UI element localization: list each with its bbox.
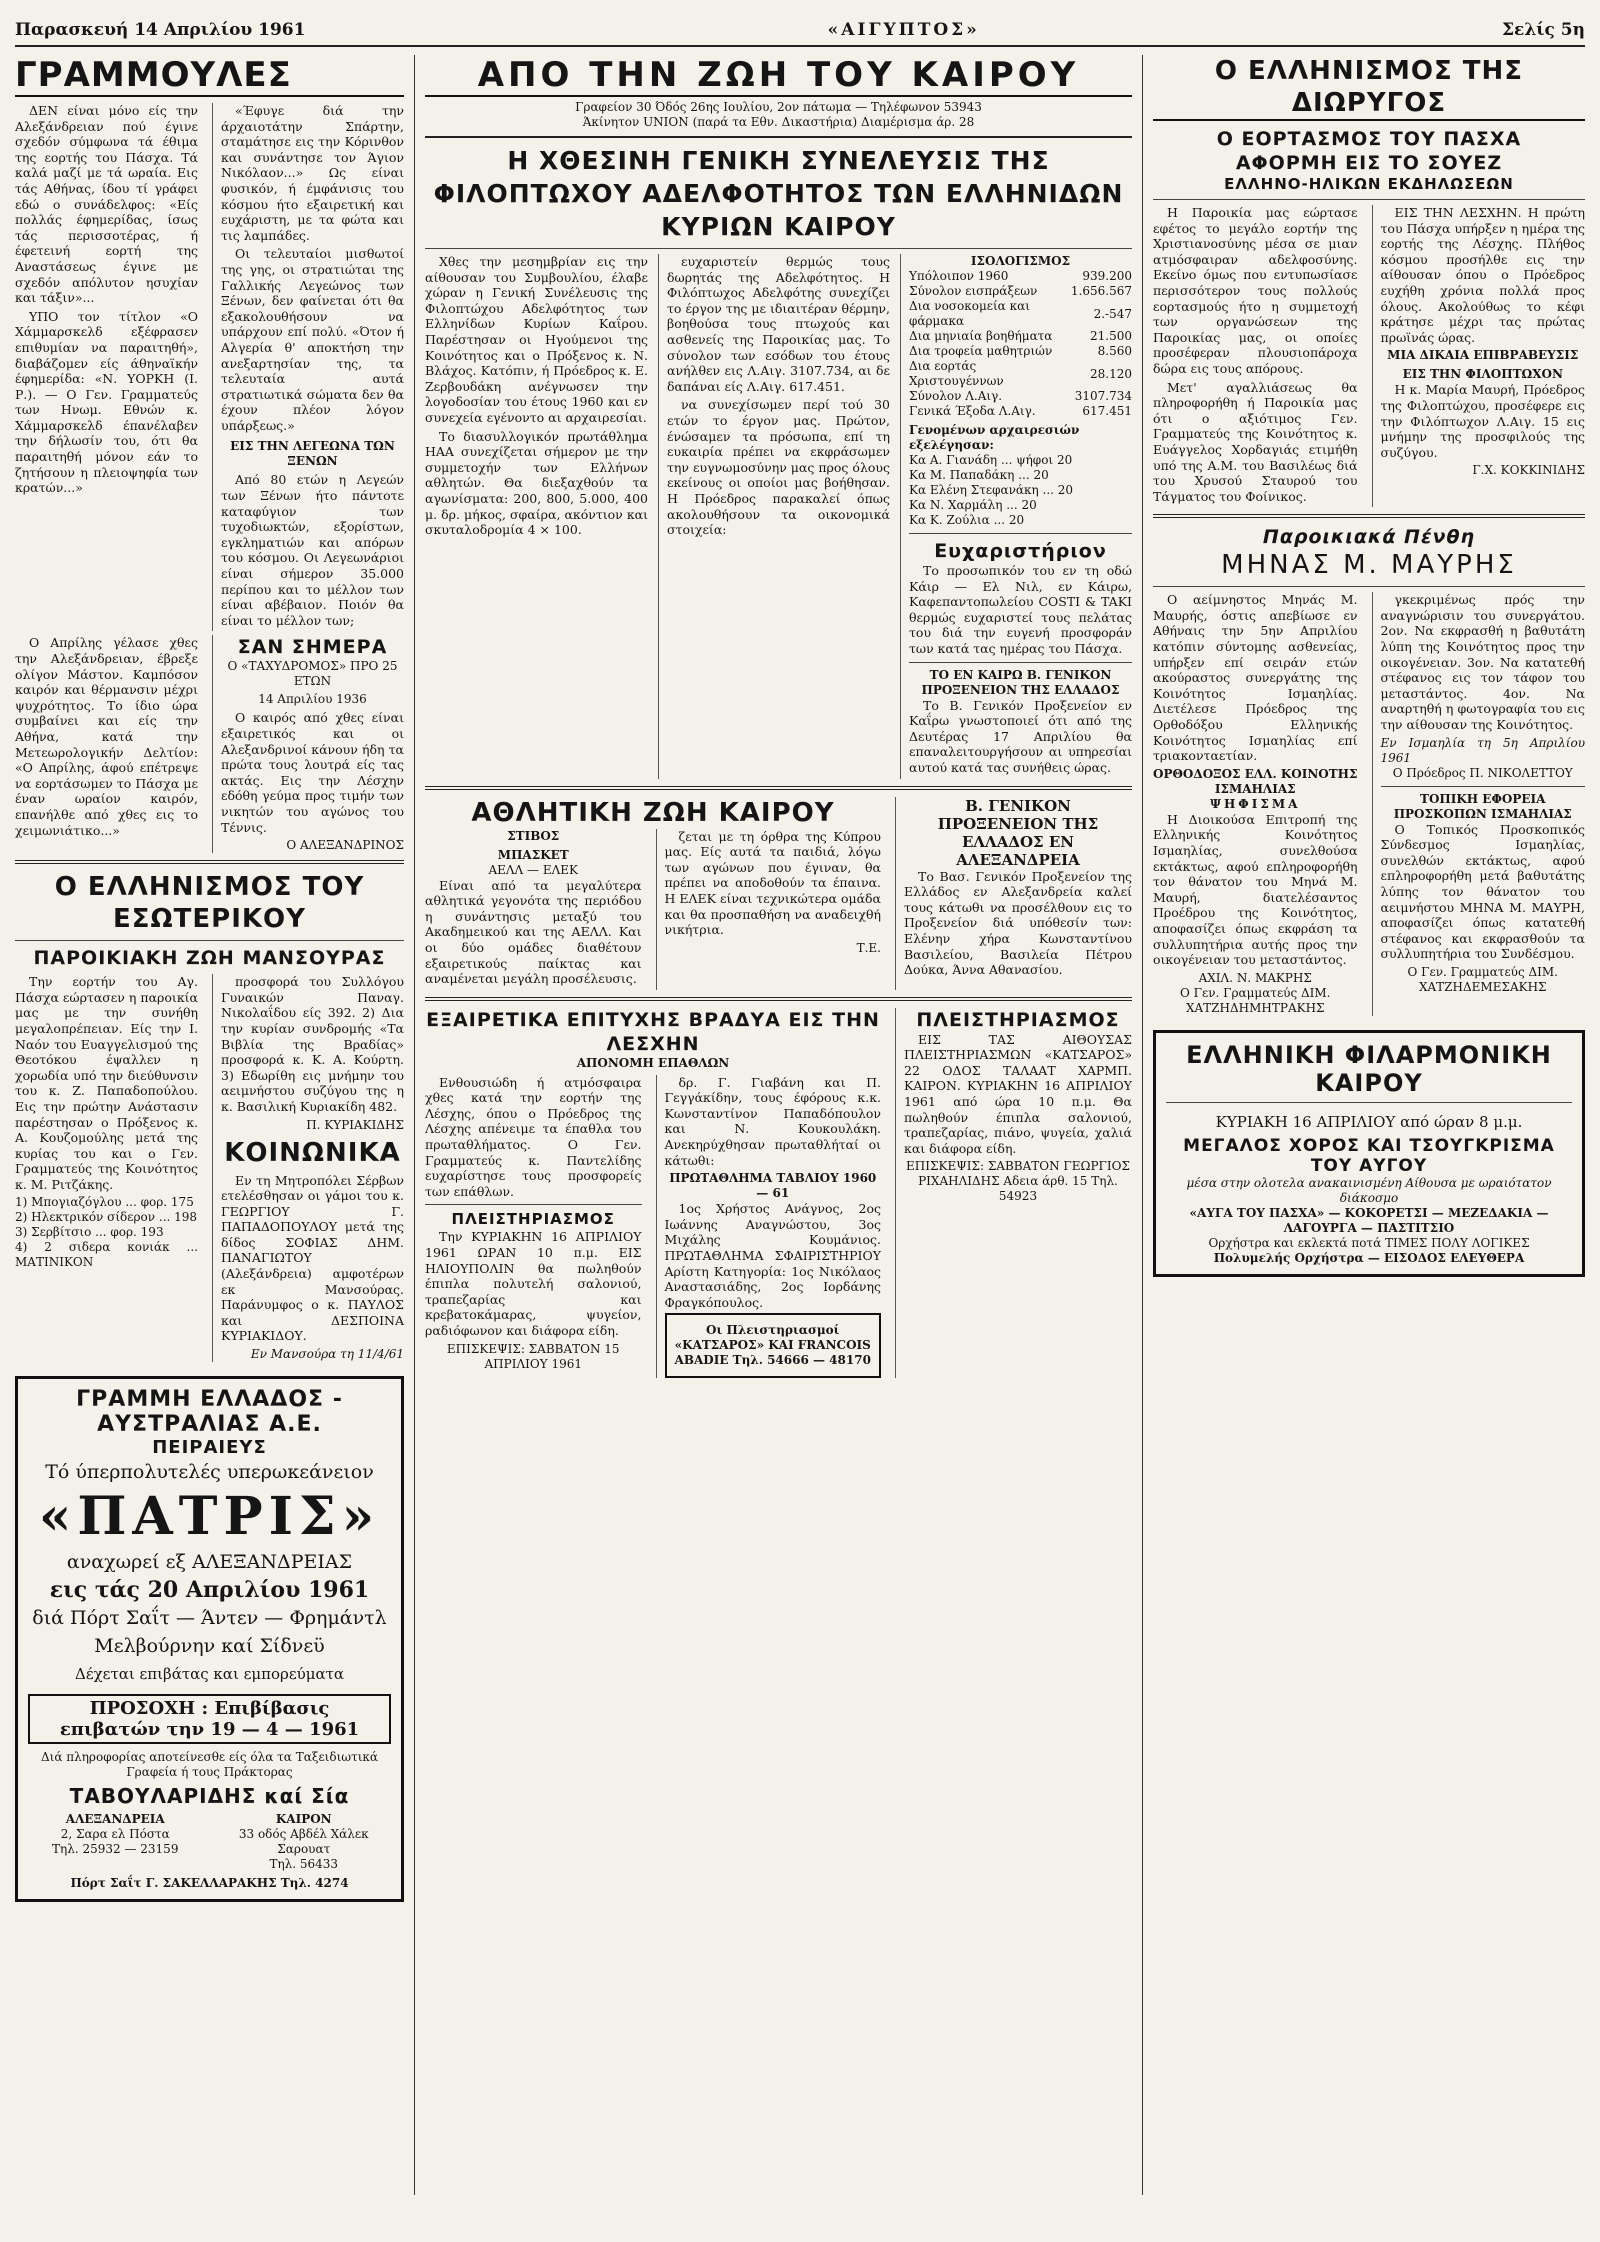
gala-and-auction <box>425 1008 1132 1379</box>
assembly-text-b: ευχαριστείν θερμώς τους δωρητάς της Αδελφότητος. Η Φιλόπτωχος Αδελφότης συνεχίζει το έργον της με ιδιαιτέραν θέρμην, βοηθούσα τους πτωχούς και ασθενείς της Παροικίας μας. Το σύνολον των εσόδων του έτους ανήλθεν εις Λ.Αιγ. 3107.734, αι δε δαπάναι είς Λ.Αιγ. 617.451. <box>667 254 890 394</box>
consulate-cairo-text: Το Β. Γενικόν Προξενείον εν Καΐρω γνωστοποιεί ότι από της Δευτέρας 17 Απριλίου θα επαναλειτουργήσουν αι υπηρεσίαι αυτού κατά τας συνήθεις ώρας. <box>909 697 1132 775</box>
philharmonic-ad <box>1153 1030 1585 1277</box>
obituary-date: Εν Ισμαηλία τη 5η Απριλίου 1961 <box>1380 735 1585 765</box>
weather-section <box>15 635 404 853</box>
page-header <box>15 14 1585 47</box>
mansoura-title: ΠΑΡΟΙΚΙΑΚΗ ΖΩΗ ΜΑΝΣΟΥΡΑΣ <box>33 947 386 970</box>
scouts-title: ΤΟΠΙΚΗ ΕΦΟΡΕΙΑ ΠΡΟΣΚΟΠΩΝ ΙΣΜΑΗΛΙΑΣ <box>1393 791 1572 821</box>
sports-sign: Τ.Ε. <box>856 940 881 955</box>
poor-text: Η κ. Μαρία Μαυρή, Πρόεδρος της Φιλοπτώχου, προσέφερε εις την Φιλόπτωχον Λ.Αιγ. 15 εις μνήμην της προσφιλούς της συζύγου. <box>1380 382 1585 460</box>
patris-info: Διά πληροφορίας αποτείνεσθε είς όλα τα Ταξειδιωτικά Γραφεία ή τους Πράκτορας <box>40 1750 379 1780</box>
budget-value: 1.656.567 <box>1070 284 1132 298</box>
weather-para: Ο Απρίλης γέλασε χθες την Αλεξάνδρειαν, έβρεξε ολίγον Μάστον. Καμπόσον καιρόν και θέρμανσιν μέχρι ψυχρότητος. Το ίδιο ώρα συμβαίνει και είς την Αθήνα, κατά την Μετεωρολογικήν Δελτίον: «Ο Απρίλης, άφού επέτρεψε να εορτάσωμεν το Πάσχα με έναν ωραίον καιρόν, επανήλθε από χθες εις το χειμωνιάτικο...» <box>15 635 198 838</box>
budget-title: ΙΣΟΛΟΓΙΣΜΟΣ <box>970 254 1071 268</box>
patris-notice: ΠΡΟΣΟΧΗ : Επιβίβασις επιβατών την 19 — 4 — 1961 <box>28 1694 391 1744</box>
thanks-title: Ευχαριστήριον <box>934 540 1107 562</box>
legion-text: Οι τελευταίοι μισθωτοί της γης, οι στρατιώται της Γαλλικής Λεγεώνος των Ξένων, δεν φαίνεται ότι θα εξακολουθήσουν να υπάρχουν επί πολύ. «Ότον ή Αλγερία θ' αποκτήση την ανεξαρτησίαν της, τα τελευταία αυτά στρατιωτικά σώματα δεν θα έχουν πλέον λόγον υπάρξεως.» <box>221 246 404 433</box>
canal-text-b: ΕΙΣ ΤΗΝ ΛΕΣΧΗΝ. Η πρώτη του Πάσχα υπήρξεν η ημέρα της εορτής της Λέσχης. Πλήθος κόσμου προσήλθε εις την αίθουσαν όπου ο Πρόεδρος ευχήθη χρόνια πολλά προς όλους. Ακολούθως το κέφι κράτησε μέχρι τας πρώτας πρωϊνάς ώρας. <box>1380 205 1585 345</box>
gala-section <box>425 1008 881 1379</box>
on-this-day-sign: Ο ΑΛΕΞΑΝΔΡΙΝΟΣ <box>286 838 404 853</box>
champ-text: 1ος Χρήστος Ανάγνος, 2ος Ιωάννης Αναγνώστου, 3ος Μιχάλης Κουμάνιος. ΠΡΩΤΑΘΛΗΜΑ ΣΦΑΙΡΙΣΤΗΡΙΟΥ Αρίστη Κατηγορία: 1ος Νικόλαος Αναστασιάδης, 2ος Ιορδάνης Φραγκόπουλος. <box>664 1201 881 1310</box>
grammoules-col-a <box>15 103 198 631</box>
gala-title: ΕΞΑΙΡΕΤΙΚΑ ΕΠΙΤΥΧΗΣ ΒΡΑΔΥΑ ΕΙΣ ΤΗΝ ΛΕΣΧΗΝ <box>426 1008 880 1055</box>
auction-house-box: Οι Πλειστηριασμοί «ΚΑΤΣΑΡΟΣ» ΚΑΙ FRANCOIS ABADIE Τηλ. 54666 — 48170 <box>665 1313 882 1378</box>
thanks-text: Το προσωπικόν του εν τη οδώ Κάιρ — Ελ Νιλ, εν Κάιρω, Καφεπαντοπωλείου COSTI & TAKI θερμώς ευχαριστεί τους πελάτας του διά την ευγενή προσφοράν των κατά τας ημέρας του Πάσχα. <box>909 563 1132 656</box>
budget-table <box>909 269 1132 419</box>
budget-label: Δια τροφεία μαθητριών <box>909 344 1053 358</box>
on-this-day-title: ΣΑΝ ΣΗΜΕΡΑ <box>237 636 388 659</box>
left-column <box>15 55 415 2195</box>
resolution-title: ΨΗΦΙΣΜΑ <box>1210 796 1301 811</box>
patris-line-port: ΠΕΙΡΑΙΕΥΣ <box>152 1437 267 1459</box>
budget-label: Δια εορτάς Χριστουγέννων <box>909 359 1004 388</box>
obituary-society: ΟΡΘΟΔΟΞΟΣ ΕΛΛ. ΚΟΙΝΟΤΗΣ ΙΣΜΑΗΛΙΑΣ <box>1153 766 1358 796</box>
on-this-day-text: Ο καιρός από χθες είναι εξαιρετικός και οι Αλεξανδρινοί κάνουν ήδη τα πρώτα τους λουτρά είς τας ακτάς. Εις την Λέσχην εδόθη γεύμα προς τιμήν των νικητών του αγώνος του Τέννις. <box>221 710 404 835</box>
mansoura-left <box>15 974 198 1362</box>
social-title: ΚΟΙΝΩΝΙΚΑ <box>224 1137 401 1168</box>
resolution-text: Η Διοικούσα Επιτροπή της Ελληνικής Κοινότητος Ισμαηλίας, συνελθούσα εκτάκτως, αφού επληροφορήθη τον θάνατον του Μηνά Μ. Μαυρή, διατελέσαντος Προέδρου της Κοινότητος, αποφασίζει όπως εκφράση τα συλλυπητήρια αυτής προς την οικογένειαν του μεταστάντος. <box>1153 811 1358 968</box>
elected-list: Κα Α. Γιανάδη ... ψήφοι 20 Κα Μ. Παπαδάκη ... 20 Κα Ελένη Στεφανάκη ... 20 Κα Ν. Χαρμάλη ... 20 Κα Κ. Ζούλια ... 20 <box>909 453 1074 527</box>
issue-date: Παρασκευή 14 Απριλίου 1961 <box>15 20 306 40</box>
auction-title-b: ΠΛΕΙΣΤΗΡΙΑΣΜΟΣ <box>916 1008 1120 1031</box>
social-text: Εν τη Μητροπόλει Σέρβων ετελέσθησαν οι γάμοι του κ. ΓΕΩΡΓΙΟΥ Γ. ΠΑΠΑΔΟΠΟΥΛΟΥ μετά της δίδος ΣΟΦΙΑΣ ΔΗΜ. ΠΑΝΑΓΙΩΤΟΥ (Αλεξάνδρεια) αμφοτέρων εκ Μανσούρας. Παράνυμφος ο κ. ΠΑΥΛΟΣ και ΔΕΣΠΟΙΝΑ ΚΥΡΙΑΚΙΔΟΥ. <box>221 1172 404 1344</box>
budget-label: Υπόλοιπον 1960 <box>909 269 1009 283</box>
patris-line-date: εις τάς 20 Απριλίου 1961 <box>49 1577 370 1604</box>
budget-value: 617.451 <box>1082 404 1132 418</box>
cairo-office-2: Άκίνητον UNION (παρά τα Εθν. Δικαστήρια) Διαμέρισμα άρ. 28 <box>582 115 975 129</box>
budget-label: Σύνολον Λ.Αιγ. <box>909 389 1003 403</box>
gala-col-a <box>425 1075 642 1379</box>
patris-line-ship-type: Τό ύπερπολυτελές υπερωκεάνειον <box>45 1461 374 1484</box>
gala-body <box>425 1075 881 1379</box>
page-number: Σελίς 5η <box>1502 20 1585 40</box>
patris-ship-name: «ΠΑΤΡΙΣ» <box>38 1486 381 1548</box>
suez-sub: ΑΦΟΡΜΗ ΕΙΣ ΤΟ ΣΟΥΕΖ <box>1235 152 1503 174</box>
budget-row <box>909 329 1132 344</box>
budget-row <box>909 299 1132 329</box>
alex-consulate-title: Β. ΓΕΝΙΚΟΝ ΠΡΟΞΕΝΕΙΟΝ ΤΗΣ ΕΛΛΑΔΟΣ ΕΝ ΑΛΕΞΑΝΔΡΕΙΑ <box>937 796 1099 869</box>
patris-offices <box>28 1812 391 1872</box>
patris-line-route: διά Πόρτ Σαΐτ — Άντεν — Φρημάντλ <box>32 1607 387 1630</box>
resolution-sign: ΑΧΙΛ. Ν. ΜΑΚΡΗΣ <box>1198 970 1312 985</box>
patris-addr-alex: 2, Σαρα ελ Πόστα <box>60 1827 170 1842</box>
sports-section <box>425 797 881 990</box>
sports-sub-match: ΑΕΛΛ — ΕΛΕΚ <box>488 862 579 877</box>
budget-value: 21.500 <box>1090 329 1132 343</box>
newspaper-page <box>15 14 1585 2214</box>
patris-agent: ΤΑΒΟΥΛΑΡΙΔΗΣ καί Σία <box>69 1784 350 1809</box>
budget-row <box>909 284 1132 299</box>
newspaper-name: «ΑΙΓΥΠΤΟΣ» <box>827 20 980 40</box>
auction-text-a: Την ΚΥΡΙΑΚΗΝ 16 ΑΠΡΙΛΙΟΥ 1961 ΩΡΑΝ 10 π.μ. ΕΙΣ ΗΛΙΟΥΠΟΛΙΝ θα πωληθούν έπιπλα πολυτελή σαλονιού, τραπεζαρίας και κρεβατοκάμαρας, ψυγείον, ραδιόφωνον και διάφορα είδη. <box>425 1229 642 1338</box>
auction-title-a: ΠΛΕΙΣΤΗΡΙΑΣΜΟΣ <box>451 1210 615 1229</box>
mansoura-right <box>212 974 404 1362</box>
canal-hellenism-title: Ο ΕΛΛΗΝΙΣΜΟΣ ΤΗΣ ΔΙΩΡΥΓΟΣ <box>1153 55 1585 121</box>
obituary-text-a: Ο αείμνηστος Μηνάς Μ. Μαυρής, όστις απεβίωσε εν Αθήναις την 5ην Απριλίου κατόπιν σύντομης ασθενείας, υπήρξεν επί σειράν ετών ακούραστος συνεργάτης της Κοινότητος Ισμαηλίας. Διετέλεσε Πρόεδρος της Ορθοδόξου Ελληνικής Κοινότητος Ισμαηλίας επί τριακονταετίαν. <box>1153 592 1358 764</box>
weather-text-col <box>15 635 198 853</box>
cairo-life-title: ΑΠΟ ΤΗΝ ΖΩΗ ΤΟΥ ΚΑΙΡΟΥ <box>425 55 1132 97</box>
budget-value: 3107.734 <box>1074 389 1132 403</box>
obituary-president: Ο Πρόεδρος Π. ΝΙΚΟΛΕΤΤΟΥ <box>1392 765 1573 780</box>
auction-sign-a: ΕΠΙΣΚΕΨΙΣ: ΣΑΒΒΑΤΟΝ 15 ΑΠΡΙΛΙΟΥ 1961 <box>446 1341 620 1371</box>
resolution-secretary: Ο Γεν. Γραμματεύς ΔΙΜ. ΧΑΤΖΗΔΗΜΗΤΡΑΚΗΣ <box>1180 985 1331 1015</box>
mansoura-sign: Π. ΚΥΡΙΑΚΙΔΗΣ <box>306 1117 404 1132</box>
sports-and-consulate <box>425 797 1132 990</box>
patris-ad <box>15 1376 404 1902</box>
consulate-cairo-title: ΤΟ ΕΝ ΚΑΙΡΩ Β. ΓΕΝΙΚΟΝ ΠΡΟΞΕΝΕΙΟΝ ΤΗΣ ΕΛΛΑΔΟΣ <box>921 667 1120 697</box>
gala-col-b <box>656 1075 882 1379</box>
philharmonic-entry: Πολυμελής Ορχήστρα — ΕΙΣΟΔΟΣ ΕΛΕΥΘΕΡΑ <box>1213 1250 1525 1265</box>
sports-col-b <box>656 829 882 990</box>
page-columns <box>15 55 1585 2195</box>
auction-sign-b: ΕΠΙΣΚΕΨΙΣ: ΣΑΒΒΑΤΟΝ ΓΕΩΡΓΙΟΣ ΡΙΧΑΗΛΙΔΗΣ Αδεια άρθ. 15 Τηλ. 54923 <box>906 1159 1130 1204</box>
on-this-day-date: 14 Απριλίου 1936 <box>258 692 367 707</box>
alex-consulate-text: Το Βασ. Γενικόν Προξενείον της Ελλάδος εν Αλεξανδρεία καλεί τους κάτωθι να προσέλθουν εις το Προξενείον διά υπόθεσίν των: Ελένην χήρα Κωνσταντίνου Βασιλείου, Βασιλεία Πέτρου Δούκα, Άννα Αθανασίου. <box>904 868 1132 978</box>
budget-label: Γενικά Έξοδα Λ.Αιγ. <box>909 404 1036 418</box>
budget-value: 939.200 <box>1082 269 1132 283</box>
grammoules-para2: «Έφυγε διά την άρχαιοτάτην Σπάρτην, σταμάτησε εις την Κόρινθον και συνάντησε τον Άγιον Νικόλαον...» Ως είναι φυσικόν, ή έμφάνισις του κόσμου ήτο εξαιρετική και ευχάριστη, με τα φώτα και τις λαμπάδες. <box>221 103 404 243</box>
assembly-body <box>425 254 1132 779</box>
alex-consulate <box>895 797 1132 990</box>
budget-label: Δια νοσοκομεία και φάρμακα <box>909 299 1030 328</box>
budget-row <box>909 404 1132 419</box>
canal-col-b <box>1372 205 1586 507</box>
legion-text-2: Από 80 ετών η Λεγεών των Ξένων ήτο πάντοτε καταφύγιον των τυχοδιωκτών, εξορίστων, εγκληματιών και απόρων του κόσμου. Οι Λεγεωνάριοι είναι σήμερον 35.000 περίπου και το μέλλον των είναι αβέβαιον. Ποιόν θα είναι το μέλλον των; <box>221 472 404 628</box>
philharmonic-event: ΜΕΓΑΛΟΣ ΧΟΡΟΣ ΚΑΙ ΤΣΟΥΓΚΡΙΣΜΑ ΤΟΥ ΑΥΓΟΥ <box>1183 1135 1555 1176</box>
budget-value: 2.-547 <box>1093 306 1132 321</box>
canal-sign: Γ.Χ. ΚΟΚΚΙΝΙΔΗΣ <box>1472 463 1585 478</box>
scouts-sign: Ο Γεν. Γραμματεύς ΔΙΜ. ΧΑΤΖΗΔΕΜΕΣΑΚΗΣ <box>1407 964 1558 994</box>
events-sub: ΕΛΛΗΝΟ-ΗΛΙΚΩΝ ΕΚΔΗΛΩΣΕΩΝ <box>1224 175 1514 193</box>
champ-title: ΠΡΩΤΑΘΛΗΜΑ ΤΑΒΛΙΟΥ 1960 — 61 <box>669 1171 877 1201</box>
canal-col-a <box>1153 205 1358 507</box>
assembly-text-c: να συνεχίσωμεν περί τού 30 ετών το έργον μας. Πρώτον, ένώσαμεν τα πρόσωπα, επί τη ευκαιρία πρέπει να εκφράσωμεν την ευγνωμοσύνην μας προς όλους εκείνους οι οποίοι μας βοήθησαν. Η Πρόεδρος παρακαλεί όπως ακολουθήσουν τα οικονομικά στοιχεία: <box>667 397 890 538</box>
canal-body <box>1153 205 1585 507</box>
philharmonic-title: ΕΛΛΗΝΙΚΗ ΦΙΛΑΡΜΟΝΙΚΗ ΚΑΙΡΟΥ <box>1186 1040 1552 1097</box>
sports-sub-basket: ΜΠΑΣΚΕΤ <box>497 847 569 862</box>
patris-city-cairo: ΚΑΙΡΟΝ <box>275 1812 332 1827</box>
philharmonic-date: ΚΥΡΙΑΚΗ 16 ΑΠΡΙΛΙΟΥ από ώραν 8 μ.μ. <box>1215 1112 1523 1131</box>
on-this-day-sub: Ο «ΤΑΧΥΔΡΟΜΟΣ» ΠΡΟ 25 ΕΤΩΝ <box>227 659 398 689</box>
grammoules-body <box>15 103 404 631</box>
budget-label: Σύνολον εισπράξεων <box>909 284 1038 298</box>
sports-title: ΑΘΛΗΤΙΚΗ ΖΩΗ ΚΑΙΡΟΥ <box>471 797 835 828</box>
mansoura-right-text: προσφορά του Συλλόγου Γυναικών Παναγ. Νικολαΐδου είς 392. 2) Δια την κυρίαν συνδρομής «Τα Βιβλία της Βραδίας» προσφορά κ. Κ. Α. Κούρτη. 3) Εδωρίθη εις μνήμην του αειμνήστου συζύγου της η κ. Βασιλική Κυριακίδη 482. <box>221 974 404 1114</box>
obituary-body <box>1153 592 1585 1015</box>
social-date: Εν Μανσούρα τη 11/4/61 <box>250 1347 404 1362</box>
obituary-col-a <box>1153 592 1358 1015</box>
gala-text-2: δρ. Γ. Γιαβάνη και Π. Γεγγάκίδην, τους έφόρους κ.κ. Κωνσταντίνον Παπαδόπουλον και Ν. Κουκουλάκη. Ανεκηρύχθησαν πρωταθλήταί οι κάτωθι: <box>664 1074 881 1168</box>
auction-text-b: ΕΙΣ ΤΑΣ ΑΙΘΟΥΣΑΣ ΠΛΕΙΣΤΗΡΙΑΣΜΩΝ «ΚΑΤΣΑΡΟΣ» 22 ΟΔΟΣ ΤΑΛΑΑΤ ΧΑΡΜΠ. ΚΑΙΡΟΝ. ΚΥΡΙΑΚΗΝ 16 ΑΠΡΙΛΙΟΥ 1961 από ώρα 10 π.μ. Θα πωληθούν έπιπλα σαλονιού, τραπεζαρίας, πιάνο, ψυγεία, χαλιά και διάφορα είδη. <box>904 1031 1132 1156</box>
obituary-text-b: γκεκριμένως πρός την αναγνώρισιν του συνεργάτου. 2ον. Να εκφρασθή η βαθυτάτη λύπη της Κοινότητος προς την οικογένειαν. 3ον. Να κατατεθή στέφανος εις τον τάφον του μεταστάντος. 4ον. Να αναρτηθή η φωτογραφία του εις την αίθουσαν της Κοινότητος. <box>1380 592 1585 733</box>
right-column <box>1143 55 1585 2195</box>
patris-line-cargo: Δέχεται επιβάτας και εμπορεύματα <box>74 1665 345 1684</box>
patris-tel-alex: Τηλ. 25932 — 23159 <box>52 1842 179 1857</box>
patris-addr-cairo: 33 οδός Αβδέλ Χάλεκ Σαρουατ <box>238 1827 369 1857</box>
easter-sub: Ο ΕΟΡΤΑΣΜΟΣ ΤΟΥ ΠΑΣΧΑ <box>1216 128 1522 150</box>
grammoules-para1: ΔΕΝ είναι μόνο είς την Αλεξάνδρειαν πού έγινε σχεδόν σύμφωνα τά έθιμα της εορτής του Πάσχα. Τά καλά μαζί με τά ωραία. Εις τάς Αθήνας, ίδου τί γράφει εδώ ο συνάδελφος: «Είς πολλάς έφημερίδας, ίσως τάς περισσοτέρας, ή έφετεινή εορτή της Αναστάσεως έγινε με σχεδόν απόλυτον ησυχίαν και τάξιν»... <box>15 103 198 306</box>
cairo-office-1: Γραφείον 30 Όδός 26ης Ιουλίου, 2ον πάτωμα — Τηλέφωνον 53943 <box>575 100 982 114</box>
sports-col-a <box>425 829 642 990</box>
gift-title: ΜΙΑ ΔΙΚΑΙΑ ΕΠΙΒΡΑΒΕΥΣΙΣ <box>1387 348 1579 363</box>
auction-section <box>895 1008 1132 1379</box>
grammoules-title: ΓΡΑΜΜΟΥΛΕΣ <box>15 55 404 97</box>
assembly-col-c <box>900 254 1132 779</box>
grammoules-para3: ΥΠΟ τον τίτλον «Ο Χάμμαρσκελδ εξέφρασεν επιθυμίαν να παραιτηθή», διαβάζομεν είς άθηναϊκήν έφημερίδα: «Ν. ΥΟΡΚΗ (Ι. Ρ.). — Ο Γεν. Γραμματεύς των Ηνωμ. Εθνών κ. Χάμμαρσκελδ έπανέλαβεν την δήλωσίν του, ότι θα παραιτηθή μόνον εάν το ζητήσουν η πλειοψηφία των κρατών...» <box>15 308 198 496</box>
tennis-text-1b: Το διασυλλογικόν πρωτάθλημα ΗΑΑ συνεχίζεται σήμερον με την συμμετοχήν των Ελλήνων αθλητών. Θα διεξαχθούν τα αγωνίσματα: 200, 800, 5.000, 400 μ. δρ. μήκος, σφαίρα, ακόντιον και σκυταλοδρομία 4 × 100. <box>425 428 648 538</box>
budget-value: 8.560 <box>1097 344 1132 358</box>
mansoura-body <box>15 974 404 1362</box>
canal-text-a: Η Παροικία μας εώρτασε εφέτος το μεγάλο εορτήν της Χριστιανοσύνης μέσα σε μιαν ατμόσφαιραν αδελφοσύνης. Εκείνο όμως που εντυπωσίασε περισσότερον τους πολλούς εορτασμούς ήτο η συμμετοχή των οργανώσεων της Παροικίας μας, οι οποίες προσέφεραν πλουσιοπάροχα δώρα εις τους απόρους. <box>1153 205 1358 376</box>
budget-row <box>909 389 1132 404</box>
gala-text-1: Ενθουσιώδη ή ατμόσφαιρα χθες κατά την εορτήν της Λέσχης, όπου ο Πρόεδρος της Λέσχης απένειμε τα έπαθλα του πρωταθλήματος. Ο Γεν. Γραμματεύς κ. Παντελίδης ευχαρίστησε τους προσφορείς των επάθλων. <box>425 1074 642 1199</box>
philharmonic-venue: μέσα στην ολοτελα ανακαινισμένη Αίθουσα με ωραιότατον διάκοσμο <box>1186 1175 1552 1205</box>
assembly-col-a <box>425 254 648 779</box>
mansoura-left-text: Την εορτήν του Αγ. Πάσχα εώρτασεν η παροικία μας με την συνήθη μεγαλοπρέπειαν. Είς την Ι. Ναόν του Ευαγγελισμού της Θεοτόκου έψαλλεν η χορωδία υπό την διεύθυνσιν του κ. Ζ. Παπαδοπούλου. Εις την πρώτην Ανάστασιν παρέστησαν ο Πρόξενος κ. Α. Κουζομούλης μετά της κυρίας του και ο Γεν. Γραμματεύς της Κοινότητος κ. Μ. Ριτζάκης. <box>15 974 198 1192</box>
canal-gift-text: Μετ' αγαλλιάσεως θα πληροφορήθη ή Παροικία μας ότι ο αξιότιμος Γεν. Γραμματεύς της Κοινότητος κ. Ευάγγελος Χορδαγιάς ετιμήθη υπό της Α.Μ. του Βασιλέως διά του Χρυσού Σταυρού του Τάγματος του Φοίνικος. <box>1153 379 1358 504</box>
patris-tel-cairo: Τηλ. 56433 <box>269 1857 339 1872</box>
patris-agent-port-said: Πόρτ Σαΐτ Γ. ΣΑΚΕΛΛΑΡΑΚΗΣ Τηλ. 4274 <box>70 1876 349 1891</box>
sports-body <box>425 829 881 990</box>
grammoules-col-b <box>212 103 404 631</box>
budget-row <box>909 344 1132 359</box>
patris-line-company: ΓΡΑΜΜΗ ΕΛΛΑΔΟΣ - ΑΥΣΤΡΑΛΙΑΣ Α.Ε. <box>76 1387 343 1438</box>
scouts-text: Ο Τοπικός Προσκοπικός Σύνδεσμος Ισμαηλίας, συνελθών εκτάκτως, αφού επληροφορήθη μετά βαθυτάτης λύπης τον θάνατον του αειμνήστου ΜΗΝΑ Μ. ΜΑΥΡΗ, αποφασίζει όπως κατατεθή στέφανος και εκφρασθούν τα συλλυπητήρια του Συνδέσμου. <box>1380 821 1585 962</box>
legion-title: ΕΙΣ ΤΗΝ ΛΕΓΕΩΝΑ ΤΩΝ ΞΕΝΩΝ <box>230 439 395 469</box>
assembly-headline: Η ΧΘΕΣΙΝΗ ΓΕΝΙΚΗ ΣΥΝΕΛΕΥΣΙΣ ΤΗΣ ΦΙΛΟΠΤΩΧΟΥ ΑΔΕΛΦΟΤΗΤΟΣ ΤΩΝ ΕΛΛΗΝΙΔΩΝ ΚΥΡΙΩΝ ΚΑΙΡΟΥ <box>433 146 1124 241</box>
elected-title: Γενομένων αρχαιρεσιών εξελέγησαν: <box>909 423 1080 452</box>
poor-sub: ΕΙΣ ΤΗΝ ΦΙΛΟΠΤΩΧΟΝ <box>1402 367 1563 382</box>
sports-text-2: Είναι από τα μεγαλύτερα αθλητικά γεγονότα της περιόδου η συνάντησις μεταξύ του Ακαδημεικού και της ΑΕΛΛ. Και οι δύο ομάδες διαθέτουν εξαιρετικούς παίκτας και αναμένεται μεγάλη προσέλευσις. <box>425 877 642 987</box>
hellenism-interior-banner: Ο ΕΛΛΗΝΙΣΜΟΣ ΤΟΥ ΕΣΩΤΕΡΙΚΟΥ <box>54 872 365 935</box>
obituary-header: Παροικιακά Πένθη <box>1262 526 1476 549</box>
gala-sub: ΑΠΟΝΟΜΗ ΕΠΑΘΛΩΝ <box>576 1055 730 1070</box>
budget-row <box>909 359 1132 389</box>
on-this-day <box>212 635 404 853</box>
sports-sub-track: ΣΤΙΒΟΣ <box>507 828 560 843</box>
assembly-col-b <box>658 254 890 779</box>
philharmonic-prices: Ορχήστρα και εκλεκτά ποτά ΤΙΜΕΣ ΠΟΛΥ ΛΟΓΙΚΕΣ <box>1208 1235 1530 1250</box>
patris-line-depart: αναχωρεί εξ ΑΛΕΞΑΝΔΡΕΙΑΣ <box>66 1551 353 1574</box>
patris-city-alex: ΑΛΕΞΑΝΔΡΕΙΑ <box>65 1812 165 1827</box>
obituary-name: ΜΗΝΑΣ Μ. ΜΑΥΡΗΣ <box>1221 550 1517 581</box>
obituary-col-b <box>1372 592 1586 1015</box>
budget-label: Δια μηνιαία βοηθήματα <box>909 329 1053 343</box>
mansoura-list: 1) Μπογιαζόγλου ... φορ. 175 2) Ηλεκτρικόν σίδερον ... 198 3) Σερβίτσιο ... φορ. 193 4) 2 σιδερα κονιάκ ... ΜΑΤΙΝΙΚΟΝ <box>15 1195 198 1270</box>
middle-column <box>415 55 1143 2195</box>
patris-line-route2: Μελβούρνην καί Σίδνεϋ <box>94 1635 325 1658</box>
sports-text-3: ζεται με τη όρθρα της Κύπρου μας. Είς αυτά τα παιδιά, λόγω των αγώνων που έγιναν, θα πρέπει να αποδοθούν τα έπαινα. Η ΕΛΕΚ είναι τεχνικώτερα ομάδα και θα προσπαθήση να αναδειχθή νικήτρια. <box>664 828 881 938</box>
assembly-text-a: Χθες την μεσημβρίαν εις την αίθουσαν του Συμβουλίου, έλαβε χώραν η Γενική Συνέλευσις της Φιλοπτώχου Αδελφότητος των Ελληνίδων Κυρίων Καΐρου. Παρέστησαν οι Ηγούμενοι της Κοινότητος και ο Πρόξενος κ. Ν. Βλάχος. Κατόπιν, ή Πρόεδρος κ. Ε. Ζερβουδάκη ανέγνωσεν την λογοδοσίαν του έτους 1960 και εν συνεχεία εγένοντο αι αρχαιρεσίαι. <box>425 254 648 425</box>
philharmonic-menu: «ΑΥΓΑ ΤΟΥ ΠΑΣΧΑ» — ΚΟΚΟΡΕΤΣΙ — ΜΕΖΕΔΑΚΙΑ — ΛΑΓΟΥΡΓΑ — ΠΑΣΤΙΤΣΙΟ <box>1189 1205 1549 1235</box>
budget-value: 28.120 <box>1090 366 1132 381</box>
budget-row <box>909 269 1132 284</box>
